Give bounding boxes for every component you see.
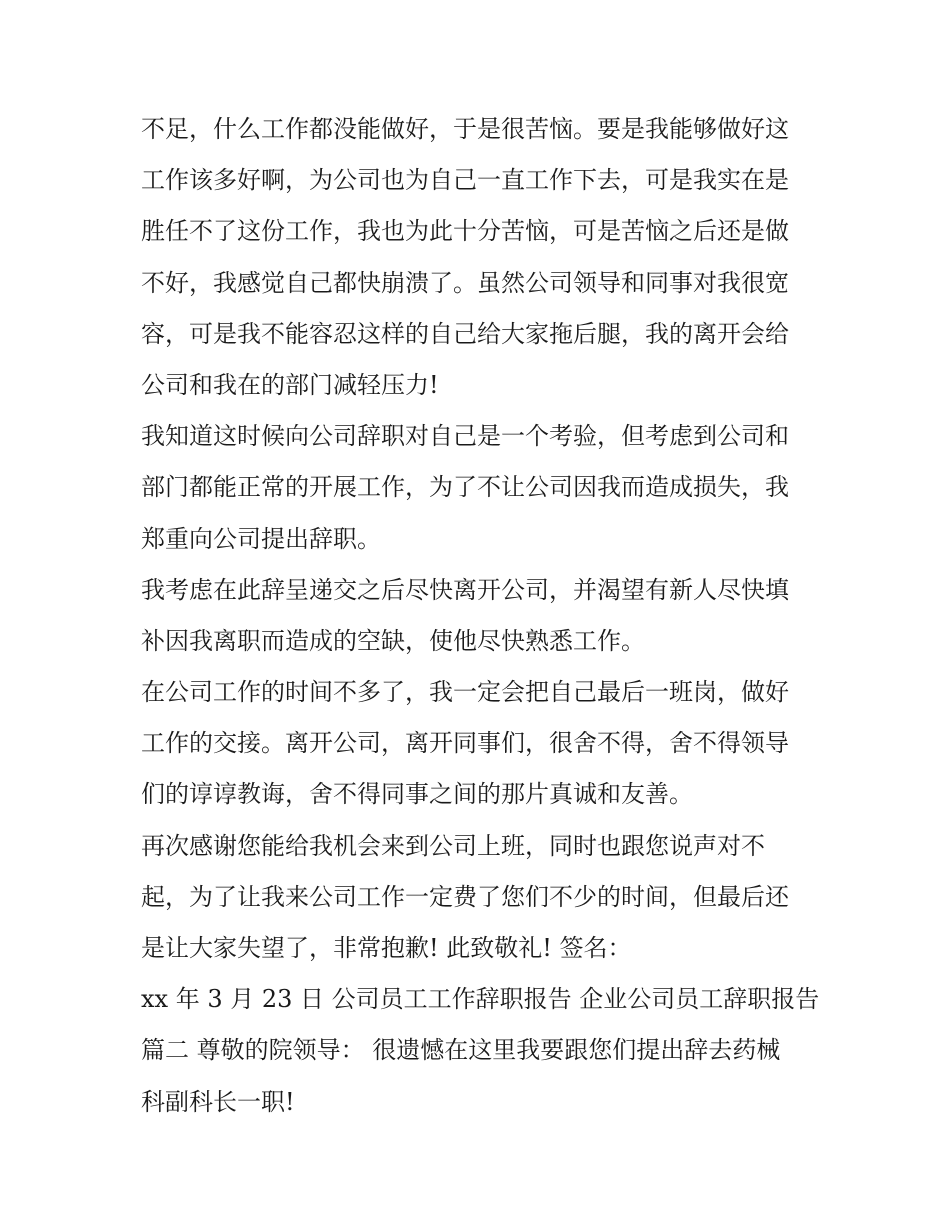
document-body: [141, 104, 821, 1128]
text-line: 科副科长一职!: [141, 1087, 295, 1116]
text-line: 容，可是我不能容忍这样的自己给大家拖后腿，我的离开会给: [141, 319, 789, 348]
text-line: 补因我离职而造成的空缺，使他尽快熟悉工作。: [141, 626, 645, 655]
text-line: 公司和我在的部门减轻压力!: [141, 370, 439, 399]
text-line: 郑重向公司提出辞职。: [141, 524, 381, 553]
text-line: 在公司工作的时间不多了，我一定会把自己最后一班岗，做好: [141, 678, 789, 707]
text-line: 我考虑在此辞呈递交之后尽快离开公司，并渴望有新人尽快填: [141, 575, 789, 604]
text-line: 再次感谢您能给我机会来到公司上班，同时也跟您说声对不: [141, 831, 765, 860]
text-line: 起，为了让我来公司工作一定费了您们不少的时间，但最后还: [141, 882, 789, 911]
text-line: 部门都能正常的开展工作，为了不让公司因我而造成损失，我: [141, 473, 789, 502]
text-line: 胜任不了这份工作，我也为此十分苦恼，可是苦恼之后还是做: [141, 217, 789, 246]
text-line: 不好，我感觉自己都快崩溃了。虽然公司领导和同事对我很宽: [141, 268, 789, 297]
text-line: 工作该多好啊，为公司也为自己一直工作下去，可是我实在是: [141, 166, 789, 195]
text-line: 工作的交接。离开公司，离开同事们，很舍不得，舍不得领导: [141, 729, 789, 758]
text-line: 是让大家失望了，非常抱歉! 此致敬礼! 签名：: [141, 934, 632, 962]
text-line: xx 年 3 月 23 日 公司员工工作辞职报告 企业公司员工辞职报告: [141, 985, 820, 1014]
text-line: 们的谆谆教诲，舍不得同事之间的那片真诚和友善。: [141, 780, 693, 809]
text-line: 我知道这时候向公司辞职对自己是一个考验，但考虑到公司和: [141, 422, 789, 451]
text-line: 篇二 尊敬的院领导： 很遗憾在这里我要跟您们提出辞去药械: [141, 1036, 781, 1065]
text-line: 不足，什么工作都没能做好，于是很苦恼。要是我能够做好这: [141, 115, 789, 143]
